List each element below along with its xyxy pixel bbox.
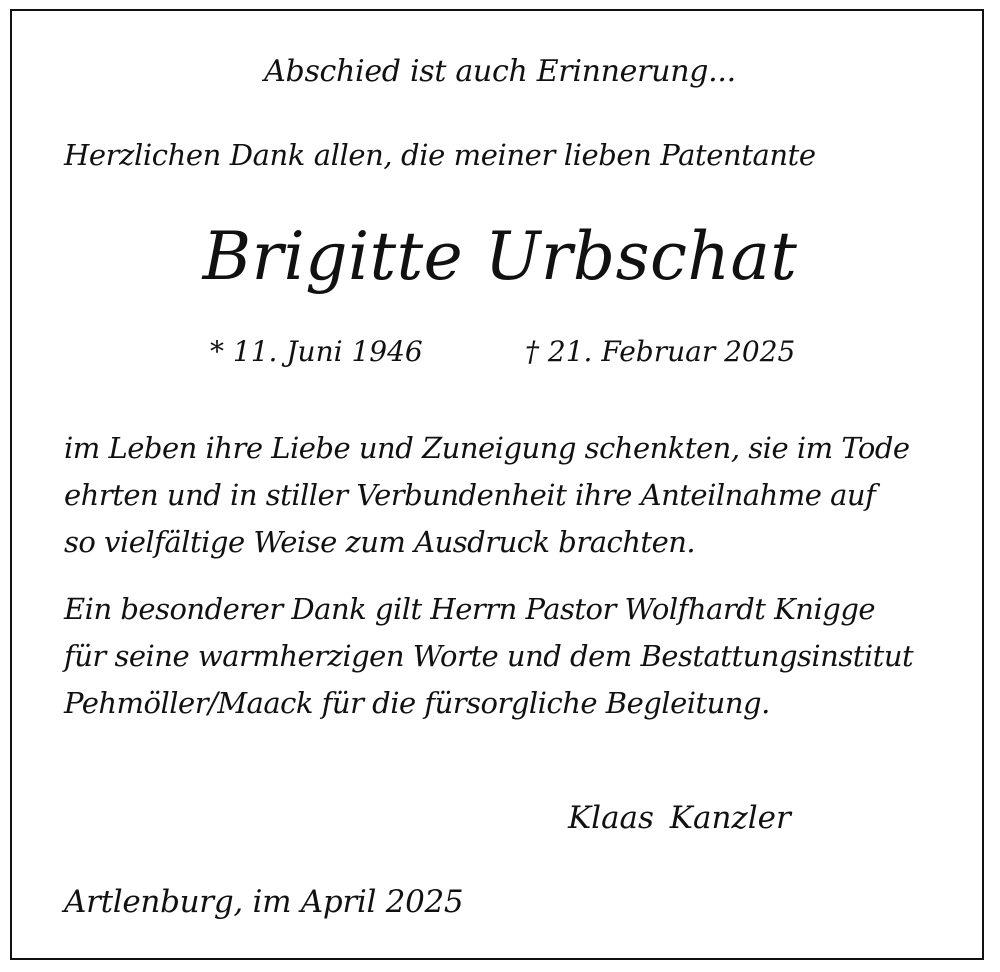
death-date: † 21. Februar 2025 <box>525 335 796 368</box>
deceased-name: Brigitte Urbschat <box>202 218 798 295</box>
intro-line: Herzlichen Dank allen, die meiner lieben Patentante <box>64 138 816 172</box>
birth-date: * 11. Juni 1946 <box>210 335 423 368</box>
paragraph-line: im Leben ihre Liebe und Zuneigung schenkten, sie im Tode <box>64 431 910 465</box>
paragraph-line: so vielfältige Weise zum Ausdruck brachten. <box>64 525 696 559</box>
motto-line: Abschied ist auch Erinnerung... <box>264 54 736 89</box>
paragraph-line: Ein besonderer Dank gilt Herrn Pastor Wolfhardt Knigge <box>64 592 876 626</box>
thanks-paragraph <box>64 425 910 566</box>
place-date: Artlenburg, im April 2025 <box>64 884 464 920</box>
signature-name: Klaas Kanzler <box>568 800 791 836</box>
paragraph-line: Pehmöller/Maack für die fürsorgliche Begleitung. <box>64 686 770 720</box>
special-thanks-paragraph <box>64 586 913 727</box>
paragraph-line: für seine warmherzigen Worte und dem Bestattungsinstitut <box>64 639 914 673</box>
paragraph-line: ehrten und in stiller Verbundenheit ihre Anteilnahme auf <box>64 478 876 512</box>
